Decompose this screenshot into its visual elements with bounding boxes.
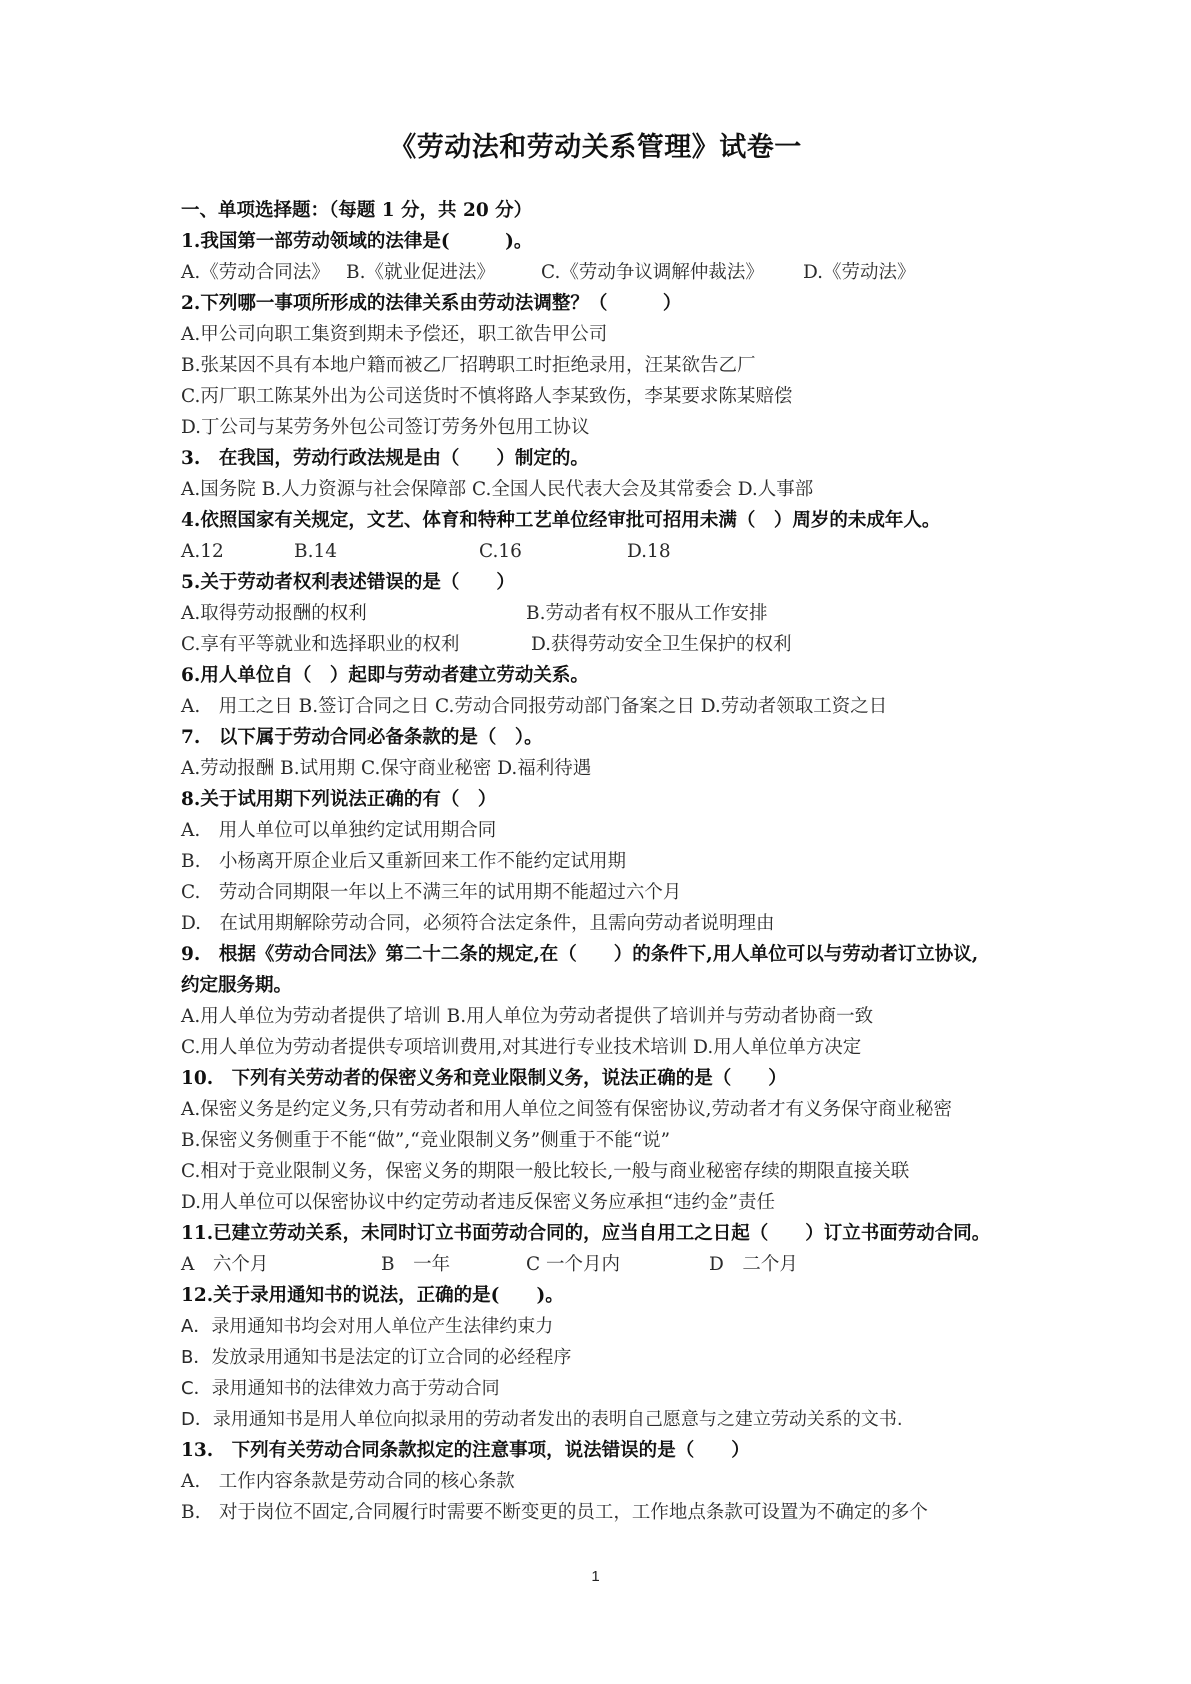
question-1-option-a: A.《劳动合同法》 bbox=[181, 262, 330, 283]
question-11-option-c: C 一个月内 bbox=[526, 1254, 621, 1275]
question-4-option-c: C.16 bbox=[479, 541, 522, 562]
question-2-option-c: C.丙厂职工陈某外出为公司送货时不慎将路人李某致伤，李某要求陈某赔偿 bbox=[181, 386, 793, 407]
question-11-stem: 11.已建立劳动关系，未同时订立书面劳动合同的，应当自用工之日起（ ）订立书面劳动合同。 bbox=[181, 1223, 991, 1244]
question-9-options-line-2: C.用人单位为劳动者提供专项培训费用,对其进行专业技术培训 D.用人单位单方决定 bbox=[181, 1037, 862, 1058]
question-8-stem: 8.关于试用期下列说法正确的有（ ） bbox=[181, 789, 497, 810]
question-2-option-b: B.张某因不具有本地户籍而被乙厂招聘职工时拒绝录用，汪某欲告乙厂 bbox=[181, 355, 756, 376]
question-5-option-d: D.获得劳动安全卫生保护的权利 bbox=[531, 634, 792, 655]
question-8-option-b: B. 小杨离开原企业后又重新回来工作不能约定试用期 bbox=[181, 851, 626, 872]
document-title: 《劳动法和劳动关系管理》试卷一 bbox=[389, 132, 802, 163]
question-5-option-a: A.取得劳动报酬的权利 bbox=[181, 603, 367, 624]
question-10-option-a: A.保密义务是约定义务,只有劳动者和用人单位之间签有保密协议,劳动者才有义务保守商业秘密 bbox=[181, 1099, 953, 1120]
question-1-option-c: C.《劳动争议调解仲裁法》 bbox=[541, 262, 764, 283]
question-2-option-d: D.丁公司与某劳务外包公司签订劳务外包用工协议 bbox=[181, 417, 590, 438]
question-8-option-d: D. 在试用期解除劳动合同，必须符合法定条件，且需向劳动者说明理由 bbox=[181, 913, 775, 934]
question-10-stem: 10. 下列有关劳动者的保密义务和竞业限制义务，说法正确的是（ ） bbox=[181, 1068, 787, 1089]
question-4-options bbox=[181, 536, 1081, 567]
question-6-stem: 6.用人单位自（ ）起即与劳动者建立劳动关系。 bbox=[181, 665, 589, 686]
question-1-stem: 1.我国第一部劳动领域的法律是( )。 bbox=[181, 231, 533, 252]
question-11-option-a: A 六个月 bbox=[181, 1254, 269, 1275]
question-1-option-b: B.《就业促进法》 bbox=[346, 262, 495, 283]
question-12-option-a: A．录用通知书均会对用人单位产生法律约束力 bbox=[181, 1316, 554, 1337]
question-9-options-line-1: A.用人单位为劳动者提供了培训 B.用人单位为劳动者提供了培训并与劳动者协商一致 bbox=[181, 1006, 874, 1027]
question-13-option-a: A. 工作内容条款是劳动合同的核心条款 bbox=[181, 1471, 515, 1492]
exam-content bbox=[181, 195, 1081, 1528]
question-4-option-d: D.18 bbox=[627, 541, 671, 562]
section-heading: 一、单项选择题：（每题 1 分，共 20 分） bbox=[181, 200, 533, 221]
question-12-option-c: C．录用通知书的法律效力高于劳动合同 bbox=[181, 1378, 500, 1399]
question-12-stem: 12.关于录用通知书的说法，正确的是( )。 bbox=[181, 1285, 564, 1306]
question-1-option-d: D.《劳动法》 bbox=[803, 262, 916, 283]
question-9-stem-line-2: 约定服务期。 bbox=[181, 975, 293, 996]
question-5-option-b: B.劳动者有权不服从工作安排 bbox=[526, 603, 768, 624]
question-11-options bbox=[181, 1249, 1081, 1280]
question-5-options-row-2 bbox=[181, 629, 1081, 660]
question-5-options-row-1 bbox=[181, 598, 1081, 629]
question-2-option-a: A.甲公司向职工集资到期未予偿还，职工欲告甲公司 bbox=[181, 324, 608, 345]
question-13-stem: 13. 下列有关劳动合同条款拟定的注意事项，说法错误的是（ ） bbox=[181, 1440, 750, 1461]
page-number: 1 bbox=[591, 1568, 600, 1585]
question-9-stem-line-1: 9. 根据《劳动合同法》第二十二条的规定,在（ ）的条件下,用人单位可以与劳动者订立协议, bbox=[181, 944, 979, 965]
question-11-option-b: B 一年 bbox=[381, 1254, 451, 1275]
question-5-option-c: C.享有平等就业和选择职业的权利 bbox=[181, 634, 460, 655]
question-10-option-c: C.相对于竞业限制义务，保密义务的期限一般比较长,一般与商业秘密存续的期限直接关联 bbox=[181, 1161, 910, 1182]
question-11-option-d: D 二个月 bbox=[709, 1254, 798, 1275]
question-1-options bbox=[181, 257, 1081, 288]
question-3-stem: 3. 在我国，劳动行政法规是由（ ）制定的。 bbox=[181, 448, 589, 469]
question-12-option-d: D．录用通知书是用人单位向拟录用的劳动者发出的表明自己愿意与之建立劳动关系的文书. bbox=[181, 1409, 903, 1430]
question-13-option-b: B. 对于岗位不固定,合同履行时需要不断变更的员工，工作地点条款可设置为不确定的多个 bbox=[181, 1502, 928, 1523]
question-6-options: A. 用工之日 B.签订合同之日 C.劳动合同报劳动部门备案之日 D.劳动者领取工资之日 bbox=[181, 696, 888, 717]
question-12-option-b: B．发放录用通知书是法定的订立合同的必经程序 bbox=[181, 1347, 572, 1368]
question-8-option-c: C. 劳动合同期限一年以上不满三年的试用期不能超过六个月 bbox=[181, 882, 682, 903]
question-4-stem: 4.依照国家有关规定，文艺、体育和特种工艺单位经审批可招用未满（ ）周岁的未成年人。 bbox=[181, 510, 941, 531]
question-7-stem: 7. 以下属于劳动合同必备条款的是（ ）。 bbox=[181, 727, 543, 748]
question-2-stem: 2.下列哪一事项所形成的法律关系由劳动法调整？（ ） bbox=[181, 293, 682, 314]
question-4-option-a: A.12 bbox=[181, 541, 224, 562]
question-7-options: A.劳动报酬 B.试用期 C.保守商业秘密 D.福利待遇 bbox=[181, 758, 592, 779]
question-8-option-a: A. 用人单位可以单独约定试用期合同 bbox=[181, 820, 497, 841]
question-10-option-b: B.保密义务侧重于不能“做”,“竞业限制义务”侧重于不能“说” bbox=[181, 1130, 671, 1151]
question-3-options: A.国务院 B.人力资源与社会保障部 C.全国人民代表大会及其常委会 D.人事部 bbox=[181, 479, 814, 500]
question-4-option-b: B.14 bbox=[294, 541, 338, 562]
question-5-stem: 5.关于劳动者权利表述错误的是（ ） bbox=[181, 572, 515, 593]
question-10-option-d: D.用人单位可以保密协议中约定劳动者违反保密义务应承担“违约金”责任 bbox=[181, 1192, 775, 1213]
